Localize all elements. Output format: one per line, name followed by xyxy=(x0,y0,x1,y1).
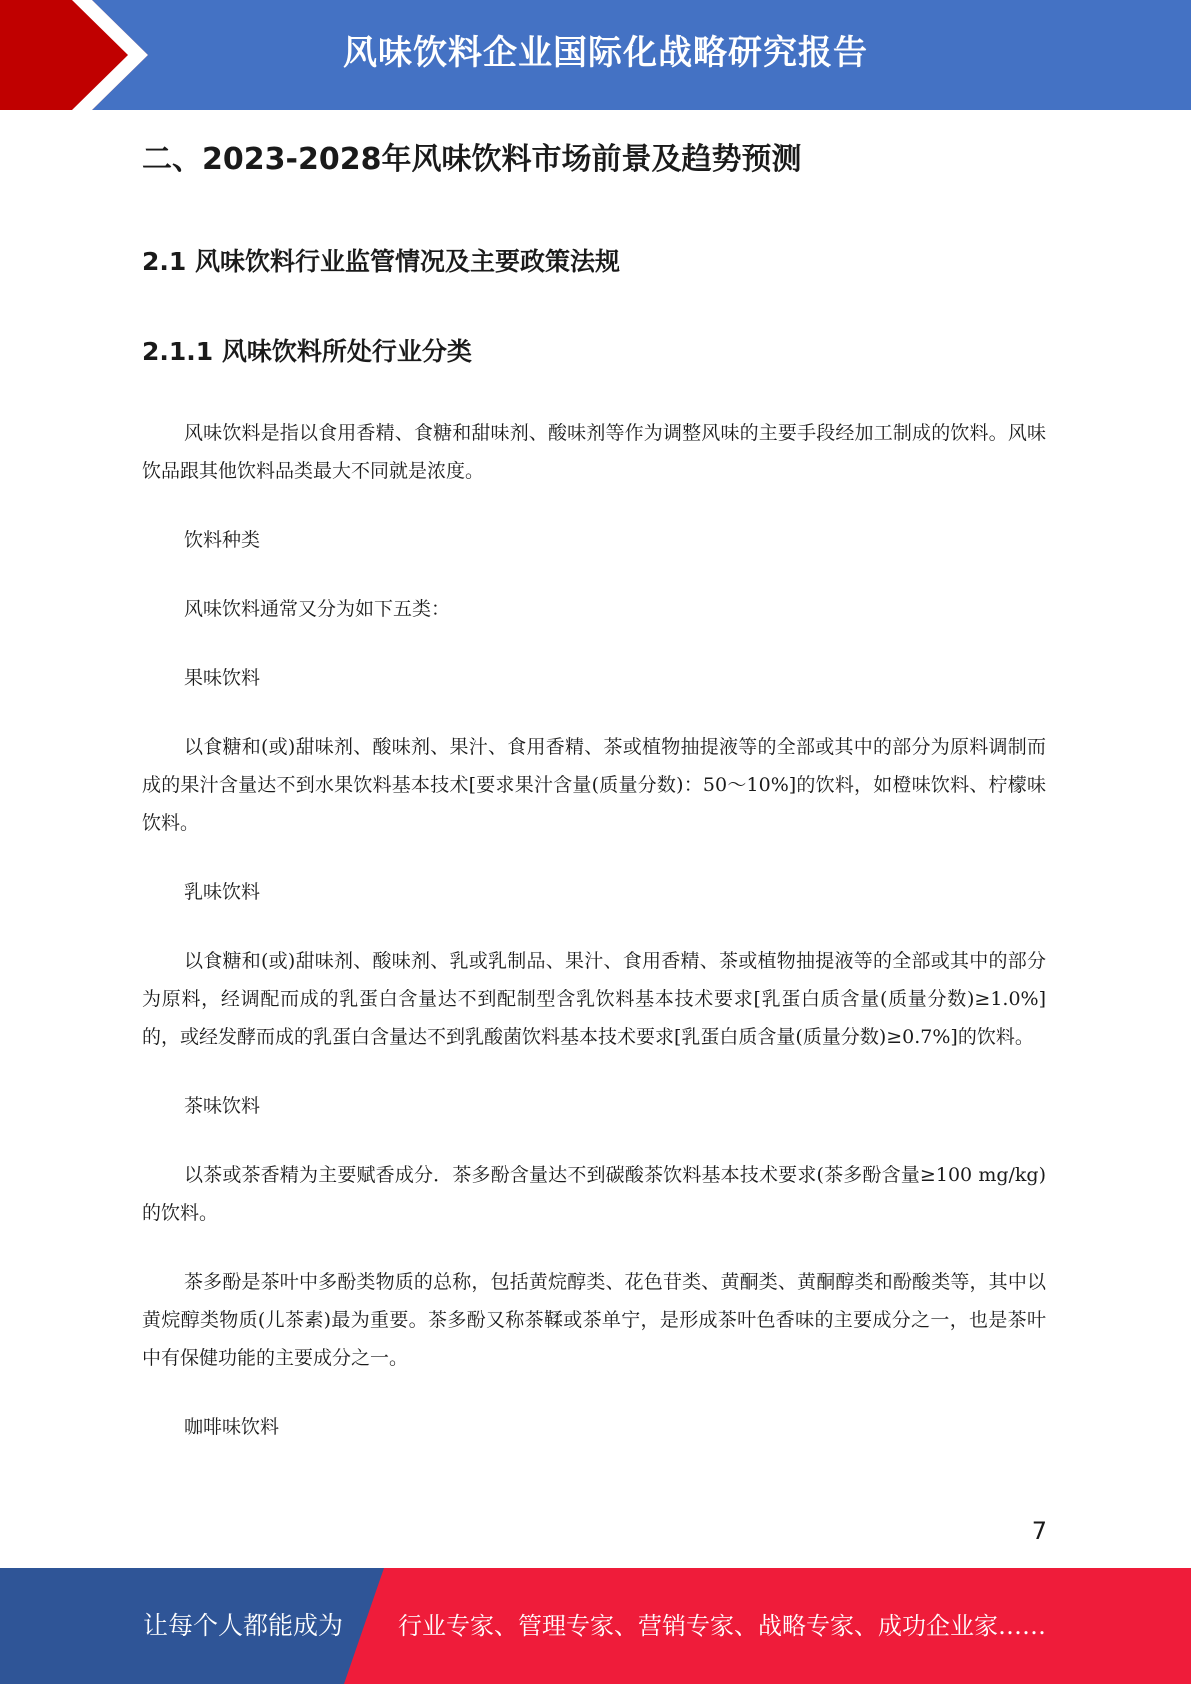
page-number: 7 xyxy=(1031,1517,1047,1545)
paragraph-milk: 以食糖和(或)甜味剂、酸味剂、乳或乳制品、果汁、食用香精、茶或植物抽提液等的全部或其中的部分为原料，经调配而成的乳蛋白含量达不到配制型含乳饮料基本技术要求[乳蛋白质含量(质量分数)≥1.0%]的，或经发酵而成的乳蛋白含量达不到乳酸菌饮料基本技术要求[乳蛋白质含量(质量分数)≥0.7%]的饮料。 xyxy=(142,950,1046,1048)
paragraph-label-tea: 茶味饮料 xyxy=(184,1095,261,1117)
footer-slogan: 让每个人都能成为 xyxy=(143,1611,344,1640)
header-bar xyxy=(0,0,1191,110)
report-title: 风味饮料企业国际化战略研究报告 xyxy=(343,33,868,73)
subsection-heading: 2.1 风味饮料行业监管情况及主要政策法规 xyxy=(142,247,620,276)
paragraph-tea: 以茶或茶香精为主要赋香成分．茶多酚含量达不到碳酸茶饮料基本技术要求(茶多酚含量≥100 mg/kg)的饮料。 xyxy=(142,1164,1046,1224)
sub-subsection-heading: 2.1.1 风味饮料所处行业分类 xyxy=(142,337,472,366)
paragraph-label-fruit: 果味饮料 xyxy=(184,667,261,689)
footer-tagline: 行业专家、管理专家、营销专家、战略专家、成功企业家…… xyxy=(398,1612,1046,1640)
paragraph-label-milk: 乳味饮料 xyxy=(184,881,261,903)
footer-bar xyxy=(0,1568,1191,1684)
section-heading: 二、2023-2028年风味饮料市场前景及趋势预测 xyxy=(142,142,802,177)
paragraph-label-types: 饮料种类 xyxy=(184,529,261,551)
paragraph-five-types: 风味饮料通常又分为如下五类： xyxy=(184,598,451,620)
document-body xyxy=(142,138,1046,1477)
paragraph-label-coffee: 咖啡味饮料 xyxy=(184,1416,280,1438)
paragraph-definition: 风味饮料是指以食用香精、食糖和甜味剂、酸味剂等作为调整风味的主要手段经加工制成的饮料。风味饮品跟其他饮料品类最大不同就是浓度。 xyxy=(142,422,1046,482)
paragraph-tea-polyphenol: 茶多酚是茶叶中多酚类物质的总称，包括黄烷醇类、花色苷类、黄酮类、黄酮醇类和酚酸类等，其中以黄烷醇类物质(儿茶素)最为重要。茶多酚又称茶鞣或茶单宁，是形成茶叶色香味的主要成分之一，也是茶叶中有保健功能的主要成分之一。 xyxy=(142,1271,1046,1369)
paragraph-fruit: 以食糖和(或)甜味剂、酸味剂、果汁、食用香精、茶或植物抽提液等的全部或其中的部分为原料调制而成的果汁含量达不到水果饮料基本技术[要求果汁含量(质量分数)：50～10%]的饮料，如橙味饮料、柠檬味饮料。 xyxy=(142,736,1046,834)
